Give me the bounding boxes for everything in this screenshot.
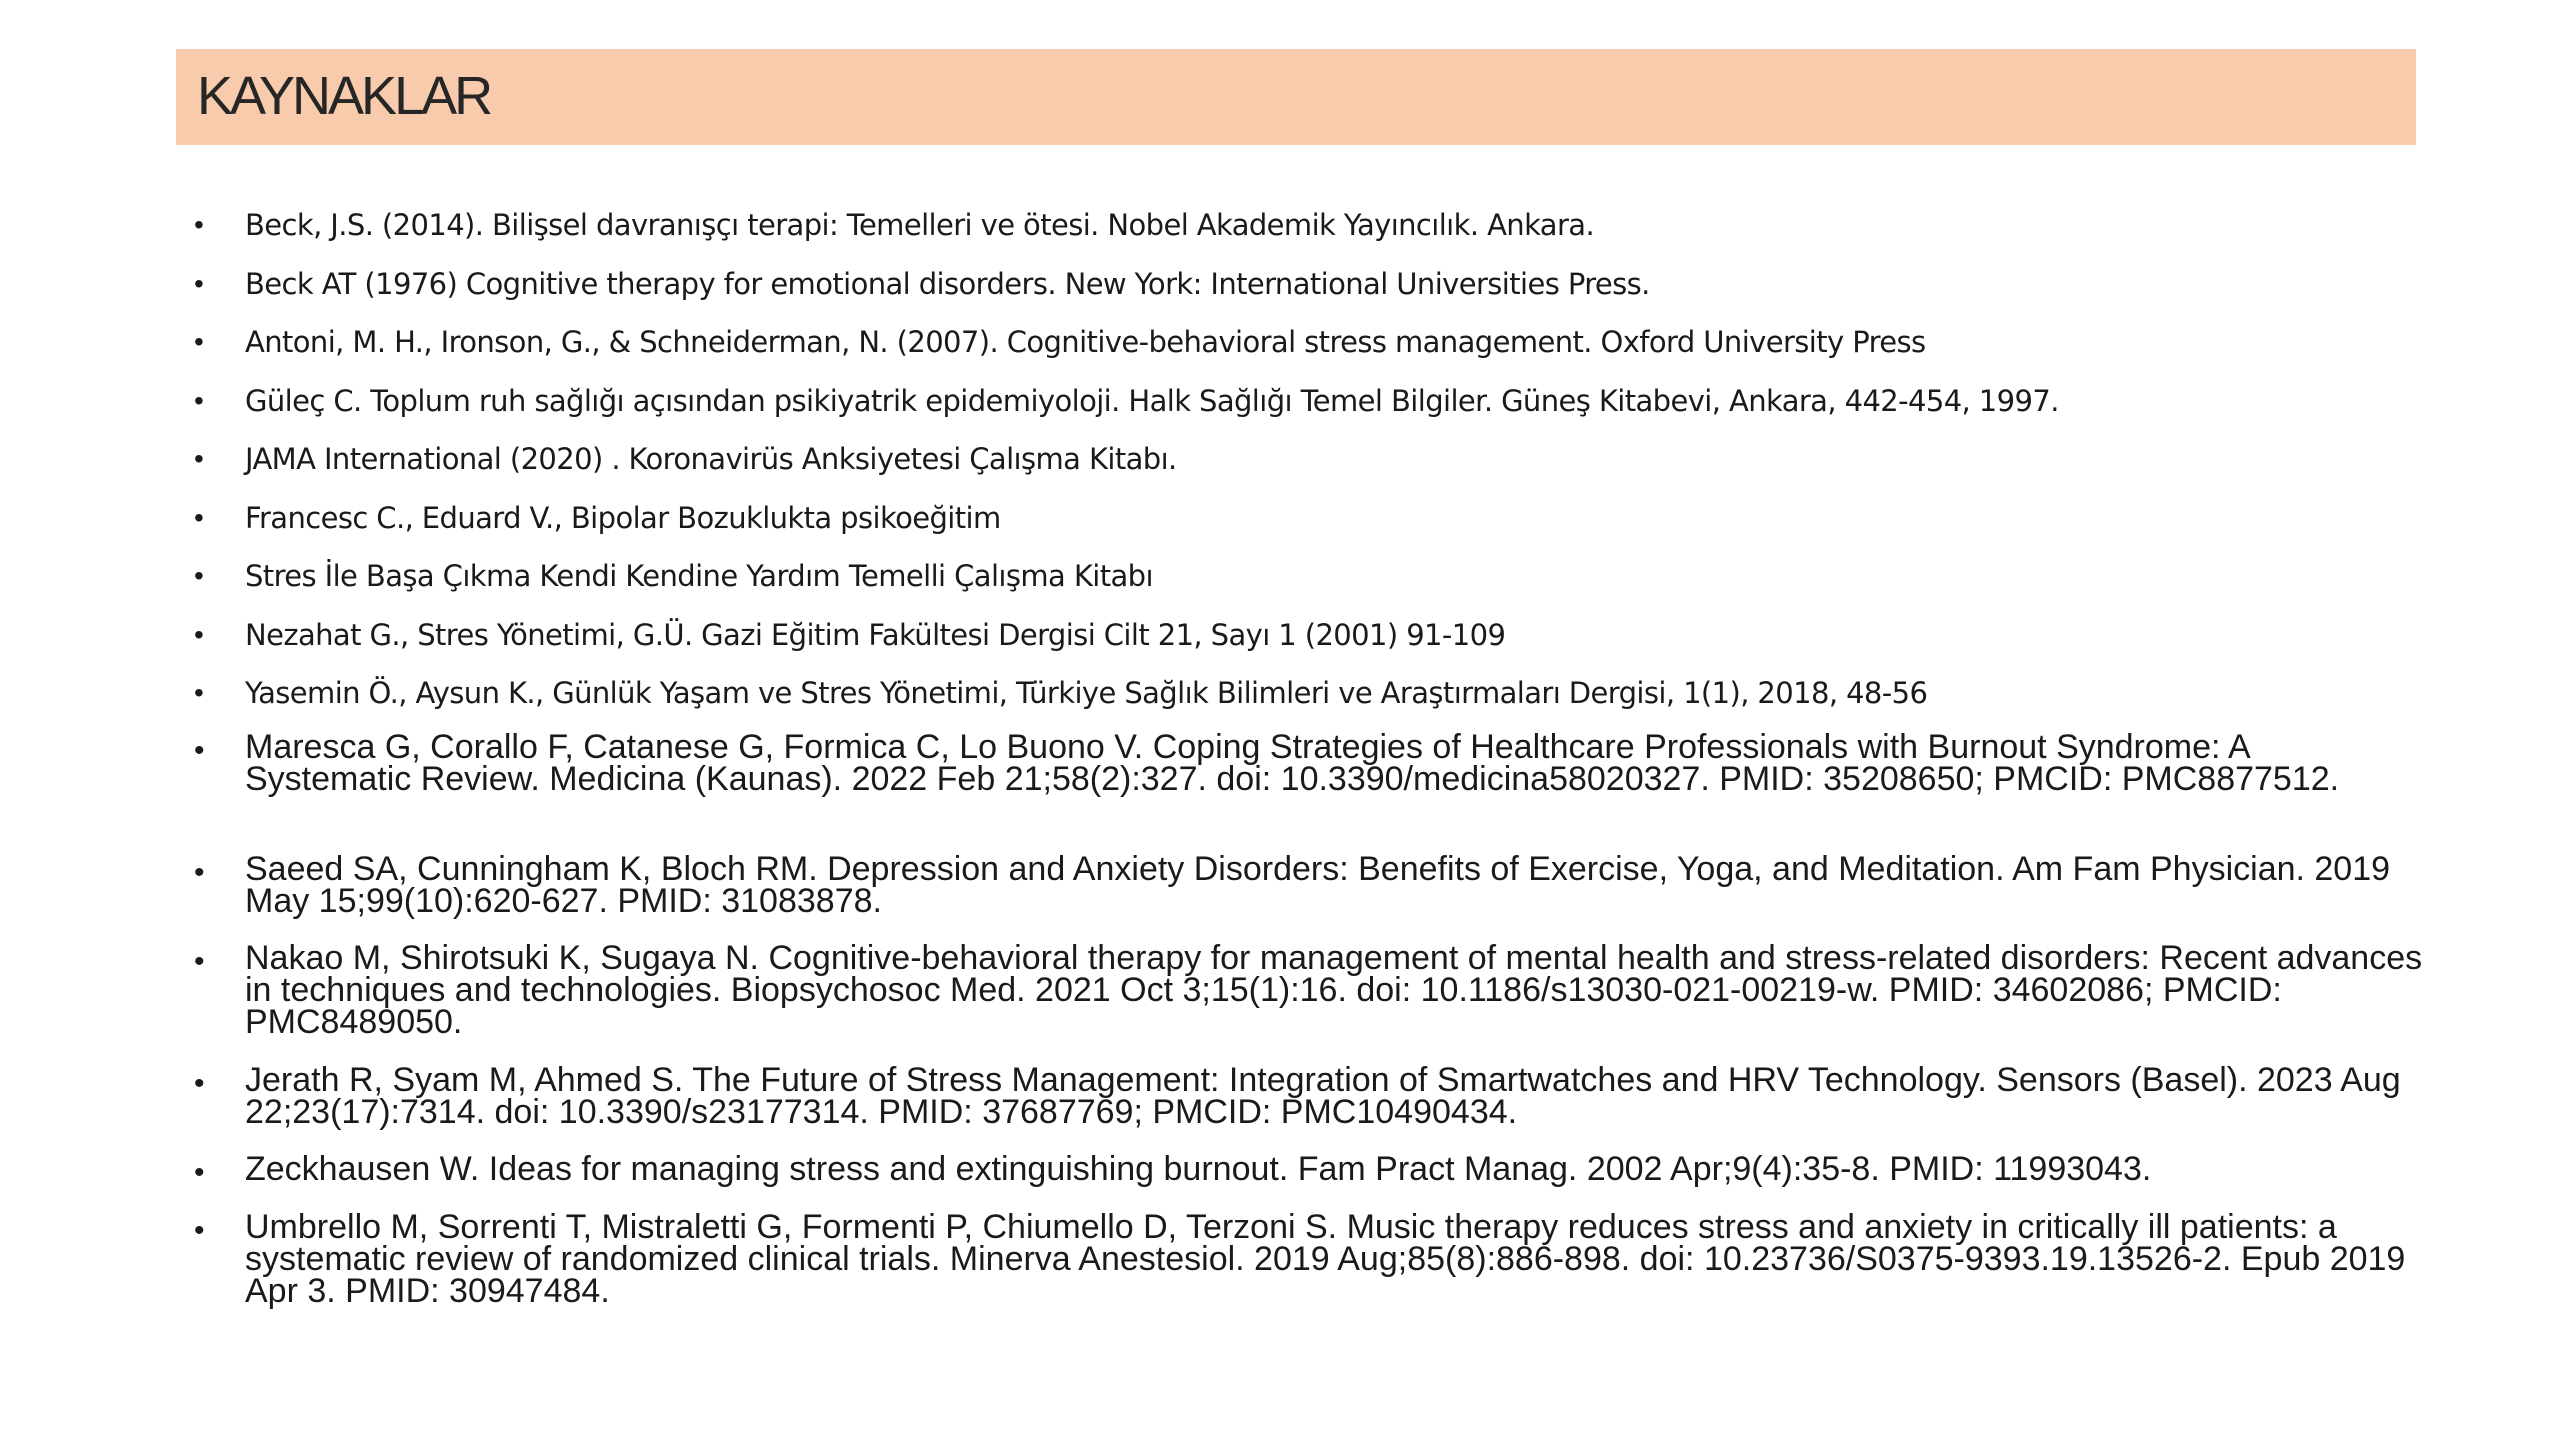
reference-text: Nakao M, Shirotsuki K, Sugaya N. Cognitive-behavioral therapy for management of mental health and stress-related disorders: Recent advances in techniques and technologies. Biopsychosoc Med. 2021 Oct 3;15(1):16. doi: 10.1186/s13030-021-00219-w. PMID: 34602086; PMCID: PMC8489050. [245,938,2423,1041]
reference-item [194,938,2424,1064]
reference-item [194,1060,2424,1153]
bullet-icon: • [194,855,205,889]
bullet-icon: • [194,944,205,978]
reference-item [194,204,2424,263]
reference-item [194,555,2424,614]
reference-text: Yasemin Ö., Aysun K., Günlük Yaşam ve Stres Yönetimi, Türkiye Sağlık Bilimleri ve Araştırmaları Dergisi, 1(1), 2018, 48-56 [245,676,1928,710]
bullet-icon: • [194,560,204,591]
reference-text: Francesc C., Eduard V., Bipolar Bozuklukta psikoeğitim [245,500,1001,535]
bullet-icon: • [194,733,205,767]
bullet-icon: • [194,384,204,416]
reference-item [194,849,2424,942]
reference-item [194,1149,2424,1211]
bullet-icon: • [194,618,204,650]
bullet-icon: • [194,1155,205,1189]
reference-item [194,263,2424,322]
reference-text: Saeed SA, Cunningham K, Bloch RM. Depression and Anxiety Disorders: Benefits of Exercise, Yoga, and Meditation. Am Fam Physician. 2019 May 15;99(10):620-627. PMID: 31083878. [245,849,2391,920]
reference-text: Güleç C. Toplum ruh sağlığı açısından psikiyatrik epidemiyoloji. Halk Sağlığı Temel Bilgiler. Güneş Kitabevi, Ankara, 442-454, 1997. [245,383,2059,418]
reference-text: Beck, J.S. (2014). Bilişsel davranışçı terapi: Temelleri ve ötesi. Nobel Akademik Yayıncılık. Ankara. [245,208,1595,242]
reference-text: Maresca G, Corallo F, Catanese G, Formica C, Lo Buono V. Coping Strategies of Healthcare Professionals with Burnout Syndrome: A Systematic Review. Medicina (Kaunas). 2022 Feb 21;58(2):327. doi: 10.3390/medicina58020327. PMID: 35208650; PMCID: PMC8877512. [245,727,2340,798]
reference-text: Umbrello M, Sorrenti T, Mistraletti G, Formenti P, Chiumello D, Terzoni S. Music therapy reduces stress and anxiety in critically ill patients: a systematic review of randomized clinical trials. Minerva Anestesiol. 2019 Aug;85(8):886-898. doi: 10.23736/S0375-9393.19.13526-2. Epub 2019 Apr 3. PMID: 30947484. [245,1207,2406,1310]
bullet-icon: • [194,677,204,708]
reference-list [194,204,2424,1333]
title-bar [176,49,2416,145]
reference-text: Stres İle Başa Çıkma Kendi Kendine Yardım Temelli Çalışma Kitabı [245,559,1153,593]
reference-text: Nezahat G., Stres Yönetimi, G.Ü. Gazi Eğitim Fakültesi Dergisi Cilt 21, Sayı 1 (2001) 91-109 [245,617,1506,652]
reference-item [194,727,2424,853]
bullet-icon: • [194,1066,205,1100]
reference-text: JAMA International (2020) . Koronavirüs Anksiyetesi Çalışma Kitabı. [245,442,1177,476]
reference-text: Antoni, M. H., Ironson, G., & Schneiderman, N. (2007). Cognitive-behavioral stress management. Oxford University Press [245,325,1926,359]
reference-item [194,497,2424,556]
reference-item [194,672,2424,731]
bullet-icon: • [194,443,204,474]
bullet-icon: • [194,209,204,240]
bullet-icon: • [194,267,204,299]
reference-item [194,380,2424,439]
reference-text: Zeckhausen W. Ideas for managing stress and extinguishing burnout. Fam Pract Manag. 2002 Apr;9(4):35-8. PMID: 11993043. [245,1149,2152,1188]
reference-item [194,1207,2424,1333]
bullet-icon: • [194,501,204,533]
reference-text: Jerath R, Syam M, Ahmed S. The Future of Stress Management: Integration of Smartwatches and HRV Technology. Sensors (Basel). 2023 Aug 22;23(17):7314. doi: 10.3390/s23177314. PMID: 37687769; PMCID: PMC10490434. [245,1060,2401,1131]
reference-text: Beck AT (1976) Cognitive therapy for emotional disorders. New York: International Universities Press. [245,266,1650,301]
reference-item [194,438,2424,497]
reference-item [194,614,2424,673]
reference-item [194,321,2424,380]
bullet-icon: • [194,1213,205,1247]
slide-title: KAYNAKLAR [197,66,491,126]
bullet-icon: • [194,326,204,357]
